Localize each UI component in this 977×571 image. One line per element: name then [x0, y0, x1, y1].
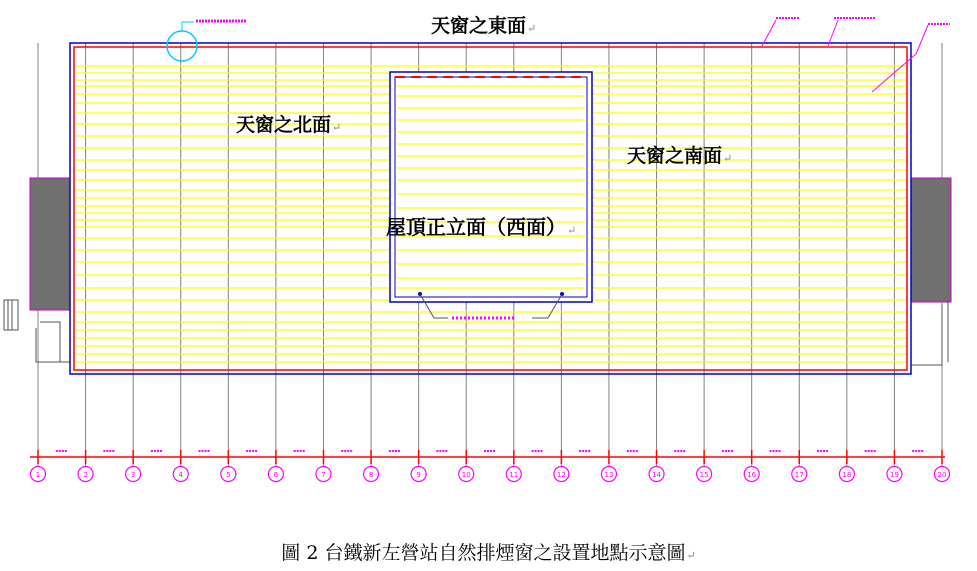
grid-bubble-label: 14: [652, 471, 661, 479]
label-east-face: [431, 11, 536, 38]
grid-bubble-19: [887, 467, 902, 482]
leader-lines: [762, 18, 950, 92]
grid-bubble-5: [221, 467, 236, 482]
return-mark: ↵: [332, 121, 342, 134]
label-east-text: 天窗之東面: [431, 15, 527, 37]
grid-bubble-label: 19: [889, 471, 899, 479]
grid-bubble-label: 13: [604, 471, 614, 479]
return-mark: ↵: [527, 22, 537, 35]
grid-bubble-20: [935, 467, 950, 482]
label-west-face: [386, 211, 576, 240]
grid-bubble-label: 16: [747, 471, 757, 479]
grid-bubble-label: 17: [794, 471, 804, 479]
grid-bubble-1: [31, 467, 46, 482]
grid-bubble-label: 8: [368, 471, 374, 479]
grid-bubble-3: [126, 467, 141, 482]
grid-bubble-15: [697, 467, 712, 482]
grid-bubble-label: 1: [35, 471, 41, 479]
dimension-line: [30, 450, 945, 464]
grid-bubble-label: 15: [699, 471, 709, 479]
left-end-wall: [4, 178, 70, 362]
label-south-face: [627, 141, 732, 168]
figure-caption: [0, 538, 977, 565]
grid-bubble-label: 3: [130, 471, 136, 479]
grid-bubble-9: [411, 467, 426, 482]
grid-bubble-6: [268, 467, 283, 482]
grid-bubble-17: [792, 467, 807, 482]
grid-bubble-label: 20: [937, 471, 947, 479]
grid-bubble-label: 9: [416, 471, 421, 479]
grid-bubble-18: [839, 467, 854, 482]
caption-text: 圖 2 台鐵新左營站自然排煙窗之設置地點示意圖: [281, 542, 686, 564]
grid-bubbles: [31, 467, 950, 482]
label-north-face: [236, 110, 341, 137]
right-end-wall: [911, 178, 951, 365]
grid-bubble-label: 7: [321, 471, 326, 479]
grid-bubble-10: [459, 467, 474, 482]
grid-bubble-label: 18: [842, 471, 852, 479]
grid-bubble-label: 12: [556, 471, 566, 479]
label-north-text: 天窗之北面: [236, 114, 332, 136]
grid-bubble-label: 5: [226, 471, 231, 479]
grid-bubble-label: 6: [273, 471, 279, 479]
label-south-text: 天窗之南面: [627, 145, 723, 167]
grid-bubble-label: 2: [83, 471, 88, 479]
grid-bubble-13: [601, 467, 616, 482]
grid-bubble-label: 11: [509, 471, 519, 479]
label-west-text: 屋頂正立面（西面）: [386, 215, 566, 239]
grid-bubble-4: [173, 467, 188, 482]
return-mark: ↵: [723, 152, 733, 165]
return-mark: ↵: [567, 224, 577, 237]
skylight: [390, 72, 592, 318]
grid-bubble-12: [554, 467, 569, 482]
grid-bubble-11: [506, 467, 521, 482]
detail-callout: [167, 21, 246, 61]
grid-bubble-2: [78, 467, 93, 482]
grid-bubble-label: 4: [178, 471, 183, 479]
grid-bubble-8: [364, 467, 379, 482]
grid-bubble-7: [316, 467, 331, 482]
grid-bubble-16: [744, 467, 759, 482]
grid-bubble-label: 10: [461, 471, 471, 479]
grid-bubble-14: [649, 467, 664, 482]
return-mark: ↵: [686, 549, 696, 562]
